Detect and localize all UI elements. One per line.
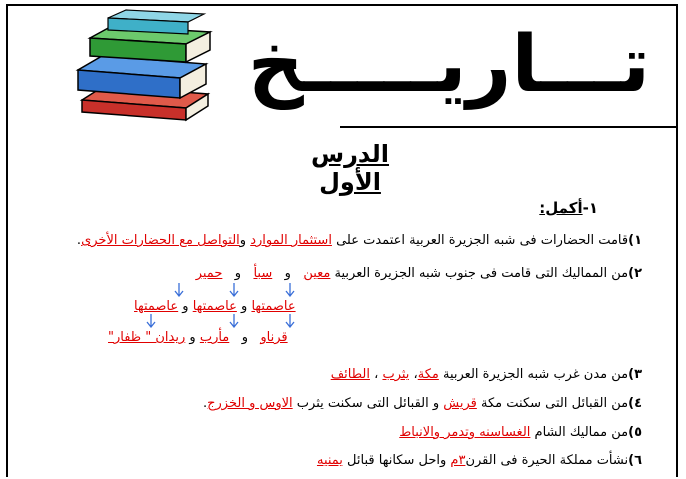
title-rule [340, 126, 678, 128]
exercise-number: ١- [582, 199, 598, 217]
arrow-down-icon [174, 283, 184, 297]
capitals-row: عاصمتها و عاصمتها و عاصمتها [134, 299, 296, 314]
item-5: ٥)من مماليك الشام الغساسنه وتدمر والانباط [399, 425, 642, 440]
item-2: ٢)من المماليك التى قامت فى جنوب شبه الجزيرة العربية معين و سبأ و حمير [195, 266, 642, 281]
arrow-down-icon [285, 314, 295, 328]
answer: التواصل مع الحضارات الأخرى [81, 233, 240, 248]
answer: قريش [443, 396, 477, 411]
answer: معين [303, 266, 331, 281]
answer: مكة [417, 367, 439, 382]
lesson-heading: الدرس الأول [310, 140, 390, 196]
answer: الغساسنه وتدمر والانباط [399, 425, 531, 440]
page-title: تـــاريـــــخ [247, 20, 650, 110]
capital-names-row: قرناو و مأرب و ريدان " ظفار" [108, 330, 288, 345]
item-6: ٦)نشأت مملكة الحيرة فى القرن٣م واحل سكانها قبائل يمنيه [316, 453, 642, 468]
item-1: ١)قامت الحضارات فى شبه الجزيرة العربية اعتمدت على استثمار الموارد والتواصل مع الحضارات الأخرى. [76, 233, 642, 248]
answer: الطائف [330, 367, 370, 382]
item-3: ٣)من مدن غرب شبه الجزيرة العربية مكة، يثرب ، الطائف [330, 367, 642, 382]
answer: يثرب [382, 367, 410, 382]
answer: استثمار الموارد [250, 233, 332, 248]
answer: ٣م [450, 453, 466, 468]
arrow-down-icon [229, 314, 239, 328]
item-4: ٤)من القبائل التى سكنت مكة قريش و القبائل التى سكنت يثرب الاوس و الخزرج. [202, 396, 642, 411]
books-stack-icon [68, 8, 218, 128]
exercise-heading [539, 199, 598, 217]
arrow-down-icon [229, 283, 239, 297]
answer: حمير [195, 266, 223, 281]
answer: الاوس و الخزرج [207, 396, 293, 411]
arrow-down-icon [285, 283, 295, 297]
answer: يمنيه [316, 453, 343, 468]
answer: سبأ [253, 266, 273, 281]
arrow-down-icon [146, 314, 156, 328]
exercise-label: أكمل: [539, 199, 583, 217]
